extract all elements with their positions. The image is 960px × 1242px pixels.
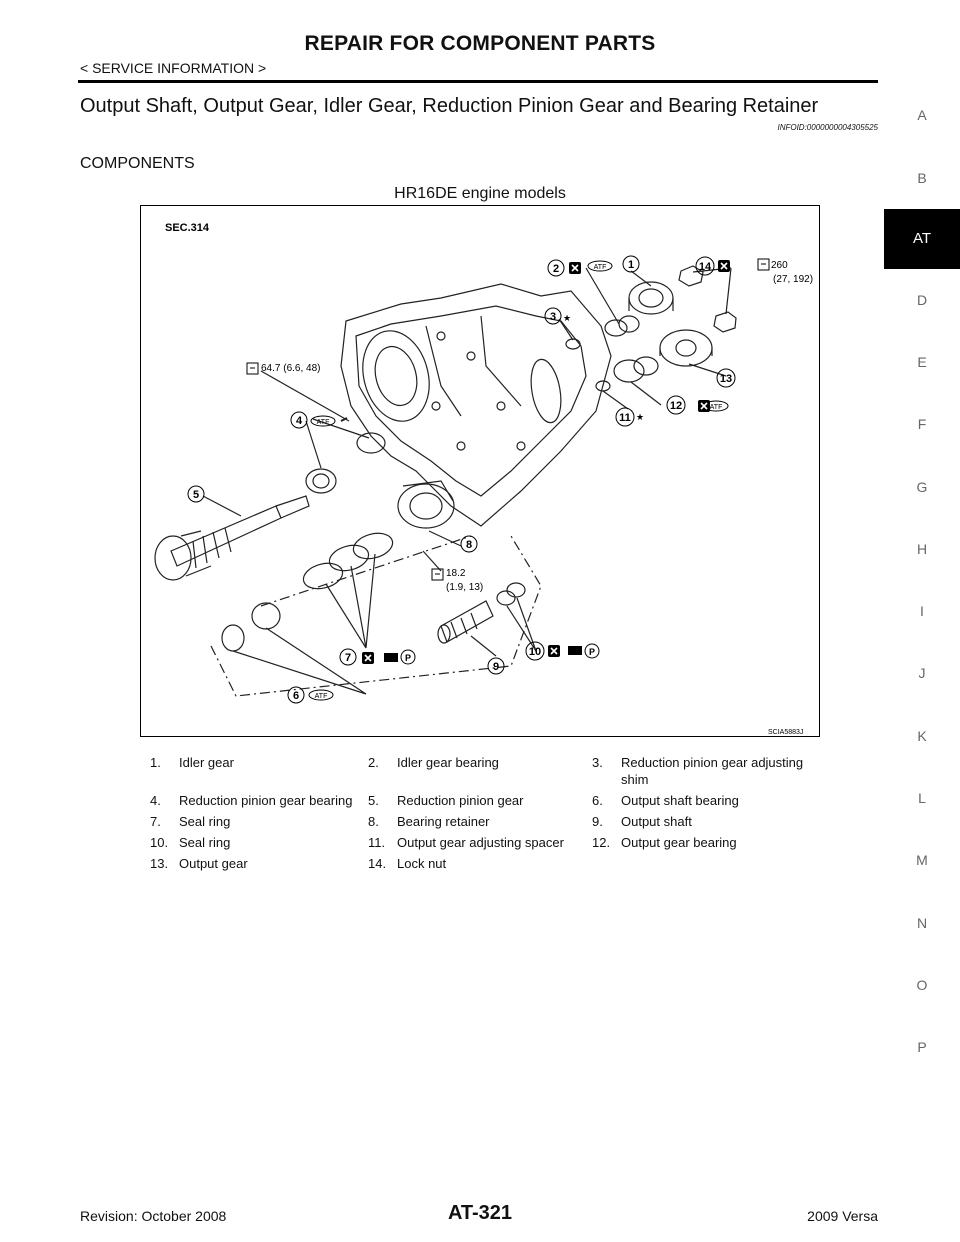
tab-l[interactable]: L xyxy=(918,790,926,806)
legend-num: 6. xyxy=(592,793,603,808)
torque-260-units: (27, 192) xyxy=(773,274,814,285)
callout-7: 7 xyxy=(344,652,352,664)
legend-text: Idler gear bearing xyxy=(397,755,499,770)
torque-64: 64.7 (6.6, 48) xyxy=(261,363,321,374)
legend-text: Output shaft bearing xyxy=(621,793,739,808)
callout-5: 5 xyxy=(192,489,200,501)
callout-12: 12 xyxy=(669,400,683,412)
tab-m[interactable]: M xyxy=(916,852,928,868)
tab-f[interactable]: F xyxy=(917,416,927,432)
legend-text: Idler gear xyxy=(179,755,234,770)
legend-text: Reduction pinion gear bearing xyxy=(179,793,353,808)
page-header-title: REPAIR FOR COMPONENT PARTS xyxy=(304,32,656,55)
tab-g[interactable]: G xyxy=(916,479,928,495)
idler-gear xyxy=(629,282,673,314)
tab-a[interactable]: A xyxy=(917,107,927,123)
legend-text: Output gear xyxy=(179,856,248,871)
tab-h[interactable]: H xyxy=(916,541,928,557)
legend-num: 9. xyxy=(592,814,603,829)
output-shaft xyxy=(441,601,493,642)
callout-1: 1 xyxy=(627,259,635,271)
tab-j[interactable]: J xyxy=(918,665,926,681)
output-shaft-bearing xyxy=(222,625,244,651)
tab-e[interactable]: E xyxy=(917,354,927,370)
legend-text: Bearing retainer xyxy=(397,814,490,829)
star-mark: ★ xyxy=(636,412,645,422)
reduction-pinion-gear xyxy=(171,506,281,566)
grease-icon xyxy=(568,646,582,655)
star-mark: ★ xyxy=(563,313,572,323)
callout-9: 9 xyxy=(492,661,500,673)
torque-260: 260 xyxy=(771,260,788,271)
seal-ring-10 xyxy=(497,591,515,605)
callout-10: 10 xyxy=(528,646,542,658)
callout-14: 14 xyxy=(698,261,712,273)
atf-tag: ATF xyxy=(314,693,328,700)
tab-n[interactable]: N xyxy=(916,915,928,931)
callout-6: 6 xyxy=(292,690,300,702)
atf-tag: ATF xyxy=(593,264,607,271)
info-id: INFOID:0000000004305525 xyxy=(777,123,878,132)
sec-label: SEC.314 xyxy=(165,222,210,234)
legend-text: Lock nut xyxy=(397,856,447,871)
output-gear-bearing xyxy=(614,360,644,382)
legend-num: 4. xyxy=(150,793,161,808)
tab-at-active[interactable]: AT xyxy=(884,209,960,269)
footer-model: 2009 Versa xyxy=(807,1208,878,1224)
atf-tag: ATF xyxy=(316,419,330,426)
legend-text: Reduction pinion gear xyxy=(397,793,524,808)
seal-ring-7 xyxy=(301,559,346,593)
legend-num: 1. xyxy=(150,755,161,770)
footer-revision: Revision: October 2008 xyxy=(80,1208,227,1224)
atf-tag: ATF xyxy=(709,404,723,411)
header-divider xyxy=(78,80,878,83)
footer-page-number: AT-321 xyxy=(447,1202,513,1224)
tab-i[interactable]: I xyxy=(920,603,924,619)
exploded-diagram xyxy=(140,205,820,737)
output-gear xyxy=(660,330,712,366)
grease-icon xyxy=(384,653,398,662)
figure-code: SCIA5883J xyxy=(768,729,804,736)
legend-text: Output shaft xyxy=(621,814,692,829)
torque-18-units: (1.9, 13) xyxy=(446,582,484,593)
callout-13: 13 xyxy=(719,373,733,385)
tab-p[interactable]: P xyxy=(917,1039,927,1055)
pinion-bearing xyxy=(306,469,336,493)
callout-3: 3 xyxy=(549,311,557,323)
bearing-retainer xyxy=(398,484,454,528)
legend-text: Output gear bearing xyxy=(621,835,737,850)
section-title: Output Shaft, Output Gear, Idler Gear, Reduction Pinion Gear and Bearing Retainer xyxy=(80,95,819,117)
section-index-tabs xyxy=(884,0,960,1242)
legend-num: 13. xyxy=(150,856,169,871)
legend-num: 2. xyxy=(368,755,379,770)
figure-caption: HR16DE engine models xyxy=(394,185,566,202)
legend-num: 12. xyxy=(592,835,611,850)
legend-text: shim xyxy=(621,772,649,787)
svg-text:P: P xyxy=(588,647,596,657)
callout-11: 11 xyxy=(619,412,631,424)
legend-num: 10. xyxy=(150,835,169,850)
pinion-adjusting-shim xyxy=(566,339,580,349)
legend-num: 3. xyxy=(592,755,603,770)
legend-text: Reduction pinion gear adjusting xyxy=(621,755,804,770)
legend-text: Output gear adjusting spacer xyxy=(397,835,564,850)
tab-d[interactable]: D xyxy=(916,292,928,308)
tab-b[interactable]: B xyxy=(917,170,927,186)
legend-num: 7. xyxy=(150,814,161,829)
legend-num: 8. xyxy=(368,814,379,829)
legend-num: 14. xyxy=(368,856,387,871)
components-heading: COMPONENTS xyxy=(80,155,195,172)
legend-text: Seal ring xyxy=(179,835,231,850)
callout-4: 4 xyxy=(295,415,303,427)
callout-2: 2 xyxy=(552,263,560,275)
tab-o[interactable]: O xyxy=(916,977,928,993)
svg-text:P: P xyxy=(404,653,412,663)
page-header-subtitle: < SERVICE INFORMATION > xyxy=(80,60,267,76)
legend-text: Seal ring xyxy=(179,814,231,829)
callout-8: 8 xyxy=(465,539,473,551)
legend-num: 5. xyxy=(368,793,379,808)
idler-gear-bearing xyxy=(605,320,627,336)
tab-k[interactable]: K xyxy=(917,728,927,744)
legend-num: 11. xyxy=(368,835,386,850)
torque-18: 18.2 xyxy=(446,568,466,579)
